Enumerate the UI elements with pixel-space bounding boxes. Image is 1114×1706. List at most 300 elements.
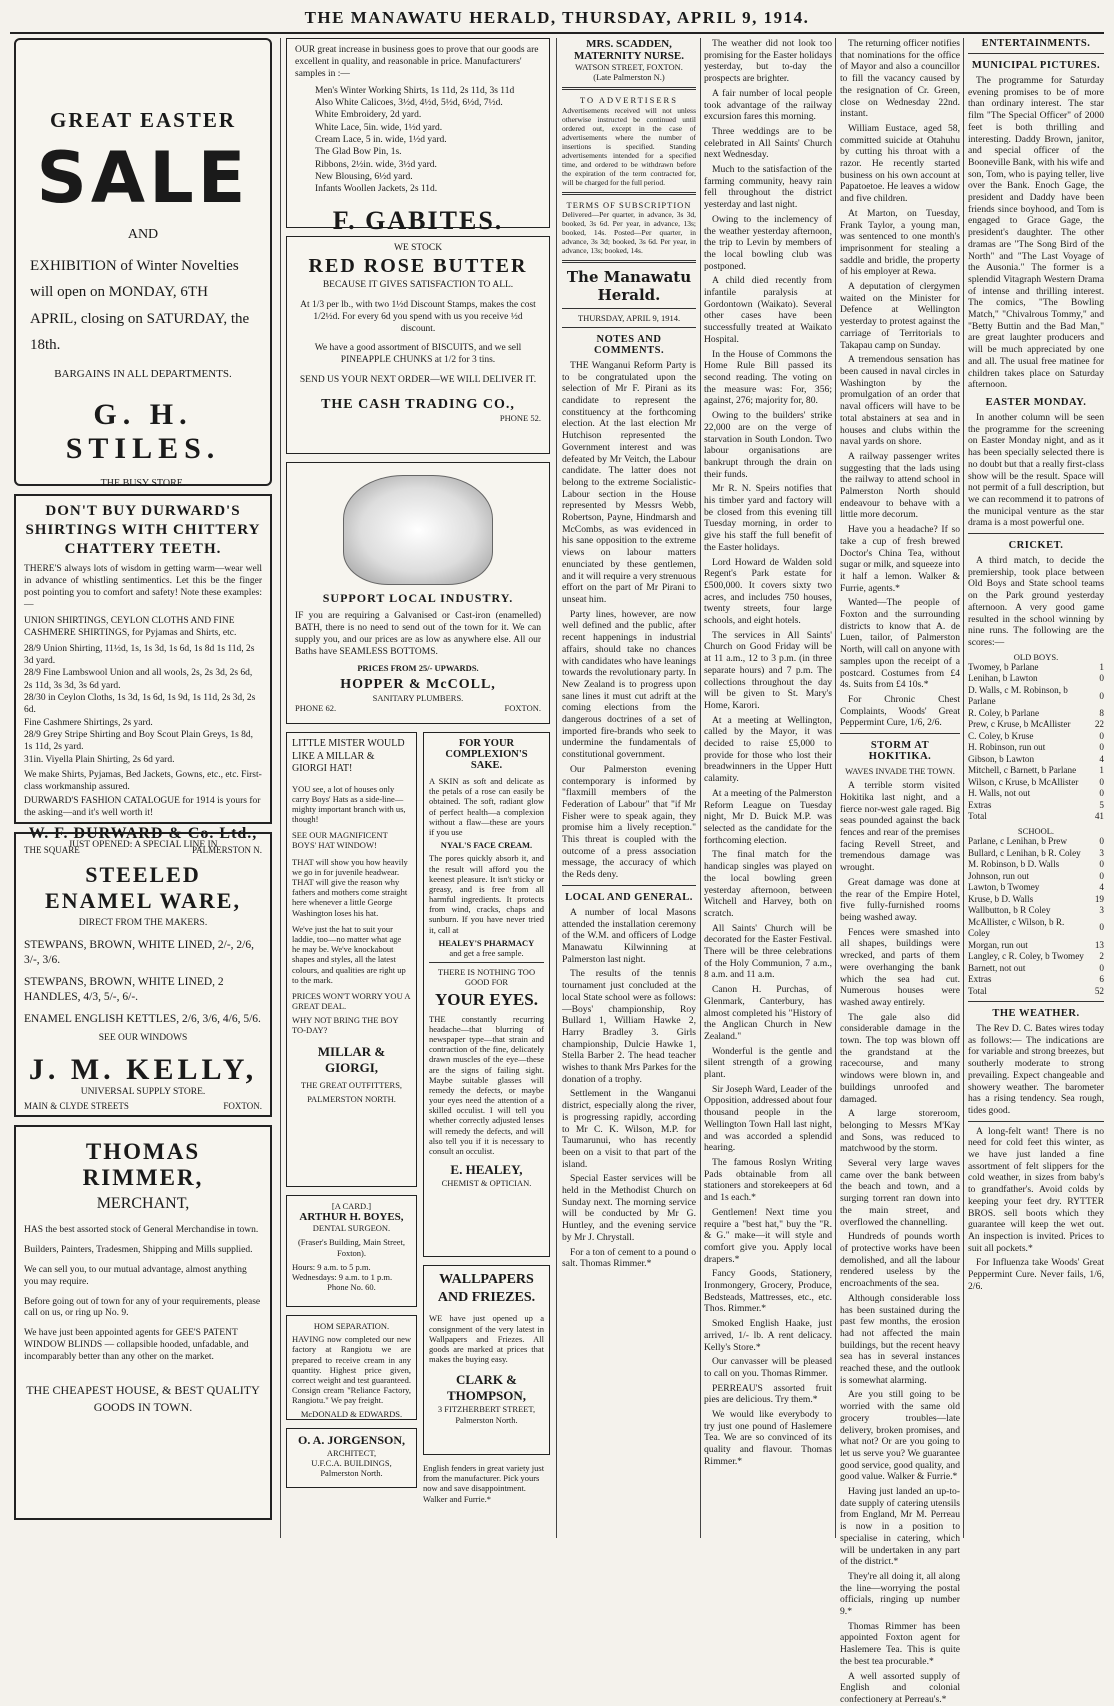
paragraph: Are you still going to be worried with the same old grocery troubles—late delivery, broken promises, and what not? Or are you going to let us serve you? We guarantee good service, good quality, and good value. Walker & Furrie.* — [840, 1389, 960, 1483]
slippers-notice — [968, 1126, 1104, 1255]
paragraph: We would like everybody to try just one pound of Haslemere Tea. We are so convinced of its quality and flavour. Thomas Rimmer.* — [704, 1409, 832, 1467]
masthead: THE MANAWATU HERALD, THURSDAY, APRIL 9, 1914. — [304, 8, 810, 27]
millar-p3: THAT will show you how heavily we go in for juvenile headwear. THAT will give the reason why fathers and mothers come straight here whenever a little George Washington loses his hat. — [292, 856, 408, 918]
score-row — [968, 777, 1104, 789]
gabites-advert — [286, 38, 550, 235]
weather-body — [968, 1023, 1104, 1117]
stiles-bargains: BARGAINS IN ALL DEPARTMENTS. — [54, 368, 232, 380]
col2-lower-left — [286, 732, 417, 1504]
millar-p4: We've just the hat to suit your laddie, too—no matter what age he may be. We've knockabout shapes and styles, all the latest colours, and qualities are right up to the mark. — [292, 923, 406, 985]
score-row — [968, 731, 1104, 743]
score-row — [968, 742, 1104, 754]
runs: 19 — [1094, 893, 1104, 904]
paragraph: Mr R. N. Speirs notifies that his timber yard and factory will be closed from this evening till Tuesday morning, in order to give his staff the full benefit of the Easter holidays. — [704, 483, 832, 553]
durward-sub: UNION SHIRTINGS, CEYLON CLOTHS AND FINE CASHMERE SHIRTINGS, for Pyjamas and Shirts, etc. — [24, 615, 237, 638]
entertainments-heading: ENTERTAINMENTS. — [981, 38, 1091, 49]
column-5 — [840, 38, 960, 1705]
cricket-body — [968, 555, 1104, 649]
batsman: Twomey, b Parlane — [968, 661, 1039, 672]
score-row — [968, 859, 1104, 871]
easter-heading: EASTER MONDAY. — [985, 396, 1087, 408]
paragraph: A child died recently from infantile paralysis at Gordontown (Waikato). Several other cases have been successfully treated at Waikato Hospital. — [704, 275, 832, 345]
column-6 — [968, 38, 1104, 1538]
durward-price-list — [24, 643, 262, 766]
batsman: Wallbutton, b R Coley — [968, 905, 1051, 916]
paragraph: Our canvasser will be pleased to call on you. Thomas Rimmer. — [704, 1356, 832, 1379]
runs: 4 — [1099, 882, 1104, 893]
paragraph: In the House of Commons the Home Rule Bill passed its second reading. The voting on the measure was: For, 356; against, 276; majority for, 80. — [704, 348, 832, 407]
boyes-card: [A CARD.] — [331, 1201, 372, 1211]
score-row — [968, 788, 1104, 800]
paragraph: For a ton of cement to a pound o salt. Thomas Rimmer.* — [562, 1246, 696, 1270]
jorgenson-address: U.F.C.A. BUILDINGS, — [311, 1458, 392, 1469]
pictures-body — [968, 75, 1104, 391]
runs: 0 — [1099, 922, 1104, 933]
scadden-advert — [562, 38, 696, 82]
paragraph: Thomas Rimmer has been appointed Foxton agent for Haslemere Tea. This is quite the best tea procurable.* — [840, 1620, 960, 1667]
advertisers-notice: Advertisements received will not unless otherwise instructed be continued until ordered out, except in the case of advertisements where the number of insertions is specified. Standing advertisements intended for a specified time, and ordered to be withdrawn before the expiration of the term contracted for, will be charged for the full period. — [562, 105, 696, 187]
runs: 0 — [1099, 859, 1104, 870]
list-item: White Embroidery, 2d yard. — [315, 110, 422, 121]
healey-end: and get a free sample. — [449, 948, 524, 958]
paragraph: Wanted—The people of Foxton and the surrounding districts to know that A. de Luen, tailor, of Palmerston North, will call on anyone with samples upon the receipt of a postcard. Costumes from £4 4s. Suits from £4 10s.* — [840, 597, 960, 691]
rimmer-trade: MERCHANT, — [96, 1195, 190, 1212]
kelly-windows: SEE OUR WINDOWS — [98, 1033, 188, 1044]
cash-headline: RED ROSE BUTTER — [308, 254, 528, 277]
batsman: Barnett, not out — [968, 962, 1026, 973]
hopper-footer — [295, 703, 541, 713]
paragraph: Special Easter services will be held in the Methodist Church on Sunday next. The morning service will be conducted by Mr G. Huntley, and the evening service by Mr J. Chrystall. — [562, 1173, 696, 1243]
scadden-name: MRS. SCADDEN, — [586, 38, 672, 50]
list-item: New Blousing, 6½d yard. — [315, 172, 413, 183]
millar-headline: LITTLE MISTER WOULD LIKE A MILLAR & GIORGI HAT! — [292, 738, 405, 774]
millar-p6: WHY NOT BRING THE BOY TO-DAY? — [292, 1015, 399, 1036]
stiles-name: G. H. STILES. — [65, 398, 221, 465]
paragraph: Canon H. Purchas, of Glenmark, Canterbury, has almost completed his "History of the Anglican Church in New Zealand." — [704, 984, 832, 1042]
paragraph: PERREAU'S assorted fruit pies are delicious. Try them.* — [704, 1382, 832, 1406]
list-item: 28/9 Fine Lambswool Union and all wools, 2s, 2s 3d, 2s 6d, 2s 11d, 3s 3d, 3s 6d yard. — [24, 668, 253, 691]
hopper-trade: SANITARY PLUMBERS. — [372, 692, 464, 703]
rimmer-footer: THE CHEAPEST HOUSE, & BEST QUALITY GOODS IN TOWN. — [26, 1382, 260, 1414]
paragraph: Having just landed an up-to-date supply of catering utensils from England, Mr M. Perreau is now in a position to specialise in catering, which will be undertaken in any part of the district.* — [840, 1486, 960, 1568]
rimmer-p4: Before going out of town for any of your requirements, please call on us, or ring up No. 9. — [24, 1296, 261, 1319]
paragraph: Smoked English Haake, just arrived, 1/- lb. A rent delicacy. Kelly's Store.* — [704, 1318, 832, 1353]
healey-headline: FOR YOUR COMPLEXION'S SAKE. — [445, 738, 528, 771]
rimmer-p5: We have just been appointed agents for GEE'S PATENT WINDOW BLINDS — collapsible hooded, unfadable, and incomparably better than any other on the market. — [24, 1328, 249, 1362]
address-line: FOXTON. — [223, 1101, 262, 1112]
hopper-phone: PHONE 62. — [295, 702, 337, 713]
column-rule — [963, 38, 964, 1538]
score-row — [968, 800, 1104, 812]
millar-sub: THE GREAT OUTFITTERS, — [300, 1079, 403, 1090]
notes-heading: NOTES AND COMMENTS. — [593, 333, 665, 356]
millar-name: MILLAR & GIORGI, — [317, 1043, 386, 1075]
paragraph: A long-felt want! There is no need for cold feet this winter, as we have just landed a fine assortment of felt slippers for the cold weather, in sizes from baby's to grandfather's. Avoid colds by keeping your feet dry. RYTTER BROS. sell boots which they guarantee will keep the wet out. An inspection is invited. Prices to suit all pockets.* — [968, 1125, 1104, 1254]
batsman: Total — [968, 811, 987, 822]
batsman: C. Coley, b Kruse — [968, 730, 1034, 741]
kelly-advert — [14, 832, 272, 1117]
influenza-notice — [968, 1257, 1104, 1292]
mcdonald-headline: HOM SEPARATION. — [313, 1321, 390, 1331]
paragraph: They're all doing it, all along the line—worrying the postal officials, ringing up number 9.* — [840, 1570, 960, 1618]
score-row — [968, 754, 1104, 766]
list-item: White Lace, 5in. wide, 1½d yard. — [315, 122, 443, 133]
paragraph: Hundreds of pounds worth of protective works have been demolished, and all the labour rendered useless by the encroachments of the sea. — [840, 1231, 960, 1290]
batsman: Langley, c R. Coley, b Twomey — [968, 951, 1084, 962]
clark-headline: WALLPAPERS AND FRIEZES. — [437, 1272, 536, 1306]
healey-product: NYAL'S FACE CREAM. — [440, 840, 533, 851]
score-row — [968, 986, 1104, 998]
kelly-direct: DIRECT FROM THE MAKERS. — [78, 917, 208, 928]
runs: 22 — [1094, 719, 1104, 730]
clark-address: 3 FITZHERBERT STREET, — [437, 1404, 536, 1415]
paragraph: At Marton, on Tuesday, Frank Taylor, a young man, was sentenced to one month's imprisonment for stealing a saddle and bridle, the property of his employer at Rewa. — [840, 207, 960, 278]
cash-p1: At 1/3 per lb., with two 1½d Discount Stamps, makes the cost 1/2½d. For every 6d you spend with us you receive ½d discount. — [300, 299, 536, 334]
boyes-hours: Hours: 9 a.m. to 5 p.m. Wednesdays: 9 a.m. to 1 p.m. — [292, 1261, 393, 1282]
runs: 52 — [1094, 985, 1104, 996]
cash-p2: We have a good assortment of BISCUITS, and we sell PINEAPPLE CHUNKS at 1/2 for 3 tins. — [314, 343, 522, 366]
storm-body — [840, 780, 960, 1705]
paper-title: The Manawatu Herald. — [566, 267, 692, 304]
paragraph: Fancy Goods, Stationery, Ironmongery, Grocery, Produce, Bedsteads, Mattresses, etc., etc. Thos. Rimmer.* — [704, 1268, 832, 1315]
kelly-price-1: STEWPANS, BROWN, WHITE LINED, 2/-, 2/6, 3/-, 3/6. — [24, 938, 254, 967]
paragraph: A railway passenger writes suggesting that the lads using the railway to attend school in Palmerston North should endeavour to behave with a little more decorum. — [840, 450, 960, 521]
list-item: 28/9 Grey Stripe Shirting and Boy Scout Plain Greys, 1s 8d, 1s 11d, 2s yard. — [24, 729, 254, 753]
batsman: Kruse, b D. Walls — [968, 893, 1034, 904]
list-item: Ribbons, 2½in. wide, 3½d yard. — [315, 159, 437, 170]
runs: 0 — [1099, 730, 1104, 741]
paragraph: THE Wanganui Reform Party is to be congratulated upon the selection of Mr F. Pirani as its candidate to represent the constituency at the forthcoming election. At the last election Mr Hutchison represented the Government interest and was defeated by Mr Veitch, the Labour candidate. The latter does not belong to the extreme Socialistic-Labour section in the House represented by Messrs Webb, Robertson, Payne, Hindmarsh and McCombs, as was evidenced in his sane opposition to the extreme views on labour matters enunciated by these gentlemen, and it will require a very strenuous effort on the part of Mr Pirani to unseat him. — [562, 359, 696, 605]
paragraph: Three weddings are to be celebrated in All Saints' Church next Wednesday. — [704, 125, 832, 161]
stiles-body: EXHIBITION of Winter Novelties will open on MONDAY, 6TH APRIL, closing on SATURDAY, the 18th. — [30, 258, 250, 353]
batsman: Mitchell, c Barnett, b Parlane — [968, 765, 1077, 776]
runs: 0 — [1099, 788, 1104, 799]
list-item: Also White Calicoes, 3½d, 4½d, 5½d, 6½d, 7½d. — [315, 97, 503, 108]
score-row — [968, 905, 1104, 917]
runs: 1 — [1099, 765, 1104, 776]
paragraph: Owing to the inclemency of the weather yesterday afternoon, the trip to Levin by members of the local bowling club was postponed. — [704, 213, 832, 272]
kelly-price-2: STEWPANS, BROWN, WHITE LINED, 2 HANDLES, 4/3, 5/-, 6/-. — [24, 975, 224, 1004]
local-heading: LOCAL AND GENERAL. — [565, 891, 693, 903]
paragraph: The results of the tennis tournament just concluded at the local State school were as follows:—Boys' championship, Roy Bullard 1, William Hawke 2, Harry Bradley 3. Girls championship, Dulcie Hawke 1, Stella Barber 2. The head teacher wishes to thank Mrs Parkes for the donation of a trophy. — [562, 968, 696, 1085]
batsman: Bullard, c Lenihan, b R. Coley — [968, 847, 1081, 858]
bath-illustration — [343, 475, 493, 585]
runs: 0 — [1099, 776, 1104, 787]
paragraph: For Influenza take Woods' Great Peppermint Cure. Never fails, 1/6, 2/6. — [968, 1257, 1104, 1292]
address-line: MAIN & CLYDE STREETS — [24, 1101, 129, 1112]
col5-body — [840, 38, 960, 729]
kelly-address — [24, 1101, 262, 1111]
cricket-heading: CRICKET. — [1008, 540, 1064, 552]
eyes-body: THE constantly recurring headache—that blurring of newspaper type—that strain and contraction of the fine, delicately drawn muscles of the eye—these are the signs of failing sight. Maybe suitable glasses will remedy the defects, or maybe your eyes need the attention of a skilled occulist. I will tell you whether correctly adjusted lenses will remedy the defects, and will also tell you if it is necessary to consult an occulist. — [429, 1013, 544, 1156]
cash-trading-advert — [286, 236, 550, 454]
issue-date: THURSDAY, APRIL 9, 1914. — [577, 312, 681, 323]
col2-lower-right — [423, 732, 550, 1504]
weather-heading: THE WEATHER. — [992, 1008, 1080, 1020]
paragraph: Sir Joseph Ward, Leader of the Opposition, addressed about four thousand people in the Wellington Town Hall last night, and was accorded a splendid hearing. — [704, 1083, 832, 1154]
runs: 5 — [1099, 799, 1104, 810]
boyes-title: DENTAL SURGEON. — [312, 1223, 391, 1234]
storm-subheading: WAVES INVADE THE TOWN. — [845, 766, 955, 777]
hopper-headline: SUPPORT LOCAL INDUSTRY. — [322, 591, 514, 605]
gabites-name: F. GABITES. — [332, 205, 504, 235]
column-rule — [556, 38, 557, 1538]
jorgenson-town: Palmerston North. — [320, 1468, 383, 1479]
batsman: Extras — [968, 974, 992, 985]
score-row — [968, 708, 1104, 720]
runs: 0 — [1099, 870, 1104, 881]
runs: 8 — [1099, 707, 1104, 718]
advertisers-heading: TO ADVERTISERS — [580, 95, 678, 106]
paragraph: A third match, to decide the premiership, took place between Old Boys and State school teams on the Park ground yesterday afternoon. A very good game resulted in the school winning by nine runs. The following are the scores:— — [968, 555, 1104, 648]
millar-p5: PRICES WON'T WORRY YOU A GREAT DEAL. — [292, 990, 411, 1012]
address-line: THE SQUARE — [24, 845, 80, 856]
kelly-headline-2: ENAMEL WARE, — [45, 887, 241, 913]
clark-name: CLARK & THOMPSON, — [446, 1372, 527, 1404]
jorgenson-name: O. A. JORGENSON, — [297, 1433, 405, 1447]
paragraph: A deputation of clergymen waited on the Minister for Defence at Wellington yesterday to protest against the carriage of Territorials to Takapau camp on Sunday. — [840, 281, 960, 351]
rimmer-name: THOMAS RIMMER, — [82, 1139, 204, 1190]
paragraph: The final match for the handicap singles was played on the local bowling green yesterday afternoon, between Witchell and Harvey, both on scratch. — [704, 849, 832, 919]
boyes-advert — [286, 1195, 417, 1307]
eyes-top: THERE IS NOTHING TOO GOOD FOR — [437, 967, 536, 988]
healey-trade: CHEMIST & OPTICIAN. — [441, 1178, 532, 1189]
runs: 0 — [1099, 962, 1104, 973]
score-row — [968, 811, 1104, 823]
clark-town: Palmerston North. — [455, 1414, 518, 1425]
column-rule — [700, 38, 701, 1538]
stiles-sale: SALE — [36, 137, 250, 219]
millar-advert — [286, 732, 417, 1187]
paragraph: For Chronic Chest Complaints, Woods' Great Peppermint Cure, 1/6, 2/6. — [840, 693, 960, 729]
paragraph: Party lines, however, are now well defined and the public, after recent happenings in industrial affairs, should take no chances with candidates who have leanings towards the revolutionary party. In New Zealand is to progress upon sane lines it must cut adrift at the coming elections from the dangerous doctrines of a set of imported fire-brands who seek to undermine the fundamentals of constitutional government. — [562, 608, 696, 761]
jorgenson-advert — [286, 1428, 417, 1488]
address-line: PALMERSTON N. — [191, 845, 262, 856]
eyes-headline: YOUR EYES. — [435, 989, 538, 1009]
paragraph: The famous Roslyn Writing Pads obtainable from all stationers and storekeepers at 6d and 1s each.* — [704, 1156, 832, 1204]
hopper-price: PRICES FROM 25/- UPWARDS. — [357, 662, 479, 673]
paragraph: Much to the satisfaction of the farming community, heavy rain fell throughout the district yesterday and last night. — [704, 164, 832, 211]
paragraph: The gale also did considerable damage in the town. The top was blown off the grandstand at the racecourse, and many windows were blown in, and buildings unroofed and damaged. — [840, 1011, 960, 1105]
runs: 0 — [1099, 673, 1104, 684]
list-item: 28/30 in Ceylon Cloths, 1s 3d, 1s 6d, 1s 9d, 1s 11d, 2s 3d, 2s 6d. — [24, 692, 256, 716]
healey-body-2: The pores quickly absorb it, and the result will afford you the keenest pleasure. It isn't sticky or greasy, and is free from all harmful ingredients. It protects from wind, cracks, chaps and sunburn. If you have never tried it, call at — [429, 853, 544, 935]
paragraph: The Rev D. C. Bates wires today as follows:— The indications are for variable and strong breezes, but southerly moderate to strong prevailing. Expect changeable and showery weather. The barometer has a rising tendency. Sea rough, tides good. — [968, 1023, 1104, 1116]
cash-stock: WE STOCK — [393, 243, 443, 253]
pictures-heading: MUNICIPAL PICTURES. — [971, 60, 1101, 71]
millar-p2: SEE OUR MAGNIFICENT BOYS' HAT WINDOW! — [292, 830, 388, 851]
score-row — [968, 765, 1104, 777]
cash-phone: PHONE 52. — [499, 413, 541, 423]
subscription-heading: TERMS OF SUBSCRIPTION — [566, 199, 692, 210]
scadden-title: MATERNITY NURSE. — [573, 50, 684, 62]
score-row — [968, 719, 1104, 731]
paragraph: The programme for Saturday evening promises to be of more than ordinary interest. The star film "The Special Officer" of 2000 feet is both thrilling and interesting. Daddy Brown, janitor, and special officer of the Booneville Bank, with his wife and son, Tom, who is paying teller, live over the Bank. Enoch Gage, the president and Daddy have been friends since boyhood, and Tom is engaged to Grace Gage, the president's daughter. The other dramas are "The Song Bird of the North" and "The Last Voyage of the Ausonia." The former is a splendid Vitagraph Western Drama of intense and thrilling interest. The comics, "The Bowling Match," "Chivalrous Tommy," and "Betty Buttin and the Bad Man," are great laughter producers and will be much appreciated by one and all. The usual free matinee for children takes place on Saturday afternoon. — [968, 75, 1104, 391]
hopper-body: IF you are requiring a Galvanised or Cast-iron (enamelled) BATH, there is no need to send out of the town for it. We can supply you, and our prices are as low as anywhere else. All our Baths have SEAMLESS BOTTOMS. — [295, 611, 541, 657]
runs: 0 — [1099, 690, 1104, 701]
hopper-advert — [286, 462, 550, 724]
scadden-address: WATSON STREET, FOXTON. — [575, 62, 683, 72]
paragraph: A well assorted supply of English and colonial confectionery at Perreau's.* — [840, 1670, 960, 1705]
batsman: Wilson, c Kruse, b McAllister — [968, 776, 1079, 787]
col2-lower-adverts — [286, 732, 550, 1504]
runs: 2 — [1099, 951, 1104, 962]
column-rule — [835, 38, 836, 1538]
paragraph: Great damage was done at the rear of the Empire Hotel, five fully-furnished rooms being washed away. — [840, 876, 960, 923]
batsman: Parlane, c Lenihan, b Prew — [968, 836, 1067, 847]
score-row — [968, 974, 1104, 986]
list-item: Infants Woollen Jackets, 2s 11d. — [315, 184, 438, 195]
durward-intro: THERE'S always lots of wisdom in getting warm—wear well in advance of whistling sentimentics. Let this be the finger post pointing you to comfort and safety! Note these examples:— — [24, 564, 262, 610]
col4-body — [704, 38, 832, 1468]
hopper-town: FOXTON. — [504, 702, 541, 713]
batsman: H. Walls, not out — [968, 788, 1031, 799]
score-row — [968, 848, 1104, 860]
score-row — [968, 836, 1104, 848]
boyes-address: (Fraser's Building, Main Street, Foxton). — [297, 1237, 406, 1258]
score-row — [968, 662, 1104, 674]
list-item: The Glad Bow Pin, 1s. — [315, 147, 402, 158]
gabites-intro: OUR great increase in business goes to prove that our goods are excellent in quality, and reasonable in price. Manufacturers' samples in :— — [295, 45, 539, 79]
paragraph: Have you a headache? If so take a cup of fresh brewed Doctor's China Tea, without sugar or milk, and squeeze into it half a lemon. Walker & Furrie, agents.* — [840, 524, 960, 594]
runs: 13 — [1094, 939, 1104, 950]
column-2 — [286, 38, 550, 1538]
batsman: M. Robinson, b D. Walls — [968, 859, 1060, 870]
kelly-opened: JUST OPENED: A SPECIAL LINE IN — [68, 840, 218, 850]
runs: 3 — [1099, 847, 1104, 858]
clark-body: WE have just opened up a consignment of the very latest in Wallpapers and Friezes. All goods are marked at prices that makes the buying easy. — [429, 1313, 544, 1365]
runs: 4 — [1099, 753, 1104, 764]
batsman: Johnson, run out — [968, 870, 1029, 881]
old-boys-heading: OLD BOYS. — [1013, 651, 1059, 662]
boyes-name: ARTHUR H. BOYES, — [299, 1211, 404, 1224]
fender-notice: English fenders in great variety just from the manufacturer. Pick yours now and save disappointment. Walker and Furrie.* — [423, 1463, 545, 1504]
school-heading: SCHOOL. — [1017, 825, 1055, 836]
notes-body — [562, 360, 696, 881]
runs: 3 — [1099, 905, 1104, 916]
paragraph: The weather did not look too promising for the Easter holidays yesterday, but to-day the prospects are brighter. — [704, 38, 832, 85]
paragraph: A number of local Masons attended the installation ceremony of the W.M. and officers of Lodge Manawatu Kilwinning at Palmerston last night. — [562, 906, 696, 965]
paragraph: A tremendous sensation has been caused in naval circles in Washington by the promulgation of an order that naval officers will have to be total abstainers at sea and in houses and clubs within the naval yards on shore. — [840, 354, 960, 448]
kelly-price-3: ENAMEL ENGLISH KETTLES, 2/6, 3/6, 4/6, 5/6. — [24, 1012, 261, 1025]
paragraph: Gentlemen! Next time you require a "best hat," buy the "R. & G." make—it will style and comfort give you. Apply local drapers.* — [704, 1206, 832, 1265]
batsman: Morgan, run out — [968, 939, 1028, 950]
boyes-phone: Phone No. 60. — [327, 1282, 376, 1293]
score-row — [968, 951, 1104, 963]
old-boys-scores — [968, 662, 1104, 823]
healey-body: A SKIN as soft and delicate as the petals of a rose can easily be obtained. The soft, radiant glow of perfect health—a complexion without a flaw—these are yours if you use — [429, 776, 544, 837]
stiles-advert — [14, 38, 272, 489]
paragraph: A terrible storm visited Hokitika last night, and a fierce nor-west gale raged. Big seas pounded against the back fences and rear of the premises facing Revell Street, and tremendous damage was wrought. — [840, 780, 960, 874]
durward-name: W. F. DURWARD & Co. Ltd., — [28, 825, 258, 843]
kelly-headline-1: STEELED — [85, 861, 201, 887]
paragraph: The returning officer notifies that nominations for the office of Mayor and also a councillor to fill the vacancy caused by the resignation of Cr. Green, close on Wednesday 22nd. instant. — [840, 38, 960, 120]
paragraph: The services in All Saints' Church on Good Friday will be at 11 a.m., 12 to 3 p.m. (in three separate hours) and 7 p.m. The collections throughout the day will be given to St. Mary's Home, Karori. — [704, 629, 832, 711]
paragraph: Our Palmerston evening contemporary is informed by "flaxmill members of the Federation of Labour" that "if Mr Fisher were to speak again, they promise him a lively reception." This threat is coupled with the outcome of a press association message, the accuracy of which the Reds deny. — [562, 763, 696, 881]
rimmer-p2: Builders, Painters, Tradesmen, Shipping and Mills supplied. — [24, 1244, 253, 1255]
paragraph: At a meeting at Wellington, called by the Mayor, it was decided to raise £5,000 to provide for those who lost their breadwinners in the Upper Hutt calamity. — [704, 714, 832, 785]
rimmer-p3: We can sell you, to our mutual advantage, almost anything you may require. — [24, 1264, 247, 1287]
durward-note: We make Shirts, Pyjamas, Bed Jackets, Gowns, etc., etc. First-class workmanship assured. — [24, 769, 262, 792]
batsman: Prew, c Kruse, b McAllister — [968, 719, 1071, 730]
column-1 — [14, 38, 272, 1538]
clark-advert — [423, 1265, 550, 1455]
stiles-and: AND — [127, 227, 159, 242]
paragraph: Several very large waves came over the bank between the beach and town, and a surging torrent ran down into the main street, and overflowed the channelling. — [840, 1158, 960, 1228]
score-row — [968, 894, 1104, 906]
paragraph: Settlement in the Wanganui district, especially along the river, is progressing rapidly, according to Mr C. K. Wilson, M.P. for Taumarunui, who has recently been on a visit to that part of the island. — [562, 1088, 696, 1170]
easter-body — [968, 412, 1104, 529]
cash-sub: BECAUSE IT GIVES SATISFACTION TO ALL. — [322, 279, 514, 290]
paragraph: William Eustace, aged 58, committed suicide at Otahuhu by cutting his throat with a razor. He recently started business on his own account at Papatoetoe. He leaves a widow and five children. — [840, 122, 960, 205]
column-rule — [280, 38, 281, 1538]
healey-name: E. HEALEY, — [450, 1162, 523, 1178]
masthead-rule — [10, 32, 1104, 34]
score-row — [968, 673, 1104, 685]
list-item: 28/9 Union Shirting, 11½d, 1s, 1s 3d, 1s 6d, 1s 8d 1s 11d, 2s 3d yard. — [24, 643, 255, 666]
runs: 0 — [1099, 742, 1104, 753]
kelly-name: J. M. KELLY, — [28, 1053, 258, 1087]
durward-catalogue: DURWARD'S FASHION CATALOGUE for 1914 is yours for the asking—and it's well worth it! — [24, 795, 261, 818]
scadden-late: (Late Palmerston N.) — [593, 72, 665, 83]
score-row — [968, 963, 1104, 975]
kelly-store: UNIVERSAL SUPPLY STORE. — [80, 1087, 206, 1098]
list-item: 31in. Viyella Plain Shirting, 2s 6d yard. — [24, 754, 175, 765]
healey-shop: HEALEY'S PHARMACY — [438, 937, 535, 948]
score-row — [968, 871, 1104, 883]
rimmer-advert — [14, 1125, 272, 1520]
paragraph: Fences were smashed into all shapes, buildings were wrecked, and parts of them were overhanging the bank which the sea had cut. Numerous houses were washed away entirely. — [840, 926, 960, 1008]
score-row — [968, 685, 1104, 708]
jorgenson-trade: ARCHITECT, — [326, 1448, 377, 1458]
runs: 1 — [1099, 661, 1104, 672]
runs: 6 — [1099, 974, 1104, 985]
healey-advert — [423, 732, 550, 1257]
stiles-tag: THE BUSY STORE. — [100, 478, 186, 489]
list-item: Cream Lace, 5 in. wide, 1½d yard. — [315, 135, 447, 145]
paragraph: Wonderful is the gentle and silent strength of a growing plant. — [704, 1045, 832, 1081]
batsman: Lawton, b Twomey — [968, 882, 1040, 893]
millar-p1: YOU see, a lot of houses only carry Boys' Hats as a side-line—mighty important branch with us, though! — [292, 783, 406, 825]
batsman: H. Robinson, run out — [968, 742, 1046, 753]
batsman: Gibson, b Lawton — [968, 753, 1035, 764]
hopper-name: HOPPER & McCOLL, — [340, 676, 496, 692]
batsman: McAllister, c Wilson, b R. Coley — [968, 916, 1065, 939]
paragraph: A fair number of local people took advantage of the railway excursion fares this morning. — [704, 87, 832, 123]
paragraph: Lord Howard de Walden sold Regent's Park estate for £500,000. It covers sixty two acres, and includes 750 houses, twenty streets, four large schools, and eight hotels. — [704, 556, 832, 627]
batsman: D. Walls, c M. Robinson, b Parlane — [968, 684, 1068, 707]
list-item: Fine Cashmere Shirtings, 2s yard. — [24, 717, 153, 728]
score-row — [968, 882, 1104, 894]
runs: 41 — [1094, 811, 1104, 822]
mcdonald-body: HAVING now completed our new factory at Rangiotu we are prepared to receive cream in any quantity. Highest price given, correct weight and test guaranteed. Consign cream "Reliance Factory, Rangiotu." We pay freight. — [292, 1334, 411, 1406]
column-4 — [704, 38, 832, 1538]
batsman: Lenihan, b Lawton — [968, 673, 1038, 684]
mcdonald-advert — [286, 1315, 417, 1420]
list-item: Men's Winter Working Shirts, 1s 11d, 2s 11d, 3s 11d — [315, 85, 515, 96]
batsman: Total — [968, 985, 987, 996]
paragraph: In another column will be seen the programme for the screening on Easter Monday night, and as it has been specially selected there is no doubt but that a really first-class show will be the result. Space will not permit of a full description, but we can recommend it to patrons of the municipal venture as the star drama is a most powerful one. — [968, 411, 1104, 529]
cash-p3: SEND US YOUR NEXT ORDER—WE WILL DELIVER IT. — [299, 375, 537, 386]
gabites-list — [315, 85, 541, 196]
school-scores — [968, 836, 1104, 997]
column-3 — [562, 38, 696, 1538]
rimmer-p1: HAS the best assorted stock of General Merchandise in town. — [24, 1225, 259, 1235]
paragraph: Owing to the builders' strike 22,000 are on the verge of starvation in South London. Two labour organisations are bankrupt through the drain on their funds. — [704, 410, 832, 480]
paragraph: All Saints' Church will be decorated for the Easter Festival. There will be three celebrations of the Holy Communion, 7 a.m., 8 a.m. and 11 a.m. — [704, 922, 832, 981]
paragraph: At a meeting of the Palmerston Reform League on Tuesday night, Mr D. Buick M.P. was selected as the candidate for the forthcoming election. — [704, 787, 832, 846]
mcdonald-name: McDONALD & EDWARDS. — [300, 1408, 403, 1419]
